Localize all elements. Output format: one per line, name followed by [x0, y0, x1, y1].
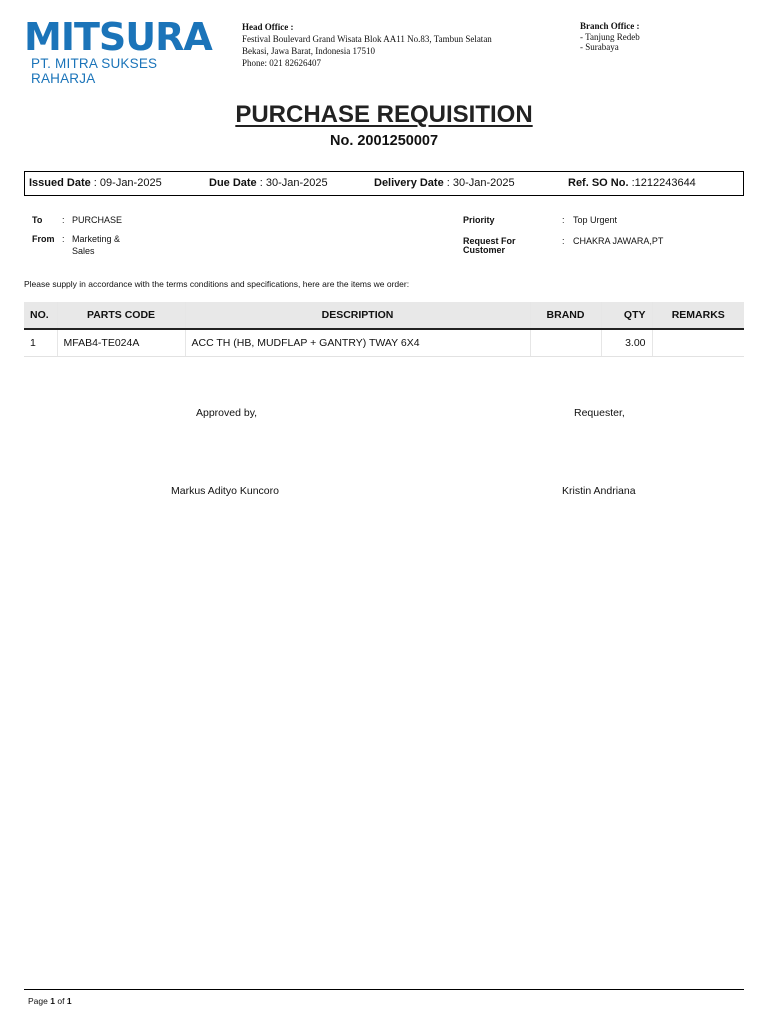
supply-note: Please supply in accordance with the terms conditions and specifications, here are the items we order:: [24, 279, 410, 289]
ref-so-value: :1212243644: [628, 177, 696, 189]
due-date-value: : 30-Jan-2025: [256, 177, 328, 189]
priority-value: Top Urgent: [573, 215, 618, 225]
to-colon: :: [62, 215, 65, 225]
from-field: [32, 234, 192, 258]
column-header-parts-code: PARTS CODE: [57, 302, 185, 329]
cell-remarks: [652, 329, 744, 356]
from-value-line1: Marketing &: [72, 234, 121, 244]
branch-office-label: Branch Office :: [580, 21, 640, 31]
column-header-description: DESCRIPTION: [185, 302, 530, 329]
column-header-qty: QTY: [601, 302, 652, 329]
branch-office-item: - Surabaya: [580, 42, 619, 52]
from-colon: :: [62, 234, 65, 244]
approver-name: Markus Adityo Kuncoro: [171, 485, 279, 497]
dates-box: [24, 171, 744, 196]
cell-no: 1: [24, 329, 57, 356]
request-for-label-line1: Request For: [463, 236, 516, 246]
due-date: [209, 177, 328, 189]
to-label: To: [32, 215, 43, 225]
column-header-brand: BRAND: [530, 302, 601, 329]
requester-name: Kristin Andriana: [562, 485, 636, 497]
priority-field: [463, 215, 723, 227]
branch-office-block: [580, 21, 640, 52]
column-header-remarks: REMARKS: [652, 302, 744, 329]
logo-subtitle: PT. MITRA SUKSES RAHARJA: [31, 56, 158, 86]
request-for-customer-field: [463, 236, 723, 260]
issued-date-label: Issued Date: [29, 177, 91, 189]
document-title: PURCHASE REQUISITION: [235, 101, 533, 128]
request-for-colon: :: [562, 236, 565, 246]
requester-label: Requester,: [574, 407, 625, 419]
to-field: [32, 215, 192, 227]
cell-qty: 3.00: [601, 329, 652, 356]
ref-so-label: Ref. SO No.: [568, 177, 629, 189]
cell-description: ACC TH (HB, MUDFLAP + GANTRY) TWAY 6X4: [185, 329, 530, 356]
request-for-value: CHAKRA JAWARA,PT: [573, 236, 664, 246]
from-value-line2: Sales: [72, 246, 95, 256]
page-current: 1: [50, 996, 55, 1006]
cell-parts-code: MFAB4-TE024A: [57, 329, 185, 356]
table-row: [24, 329, 744, 356]
table-header-row: [24, 302, 744, 329]
page-of: of: [57, 996, 65, 1006]
due-date-label: Due Date: [209, 177, 257, 189]
page-number: [28, 996, 72, 1006]
priority-label: Priority: [463, 215, 495, 225]
footer-divider: [24, 989, 744, 990]
to-value: PURCHASE: [72, 215, 123, 225]
head-office-address-line2: Bekasi, Jawa Barat, Indonesia 17510: [242, 46, 375, 56]
column-header-no: NO.: [24, 302, 57, 329]
items-table: [24, 302, 744, 357]
issued-date: [29, 177, 162, 189]
cell-brand: [530, 329, 601, 356]
priority-colon: :: [562, 215, 565, 225]
delivery-date: [374, 177, 515, 189]
branch-office-item: - Tanjung Redeb: [580, 32, 640, 42]
head-office-address-line1: Festival Boulevard Grand Wisata Blok AA11 No.83, Tambun Selatan: [242, 34, 492, 44]
approved-by-label: Approved by,: [196, 407, 258, 419]
page-label: Page: [28, 996, 48, 1006]
from-label: From: [32, 234, 55, 244]
company-logo: [24, 15, 220, 86]
request-for-label-line2: Customer: [463, 245, 506, 255]
issued-date-value: : 09-Jan-2025: [90, 177, 162, 189]
head-office-label: Head Office :: [242, 22, 294, 32]
delivery-date-label: Delivery Date: [374, 177, 444, 189]
head-office-phone: Phone: 021 82626407: [242, 58, 322, 68]
document-number: No. 2001250007: [329, 133, 439, 149]
page-total: 1: [66, 996, 72, 1006]
delivery-date-value: : 30-Jan-2025: [443, 177, 515, 189]
head-office-block: [242, 21, 492, 69]
ref-so-number: [568, 177, 696, 189]
logo-wordmark: MITSURA: [24, 15, 212, 59]
